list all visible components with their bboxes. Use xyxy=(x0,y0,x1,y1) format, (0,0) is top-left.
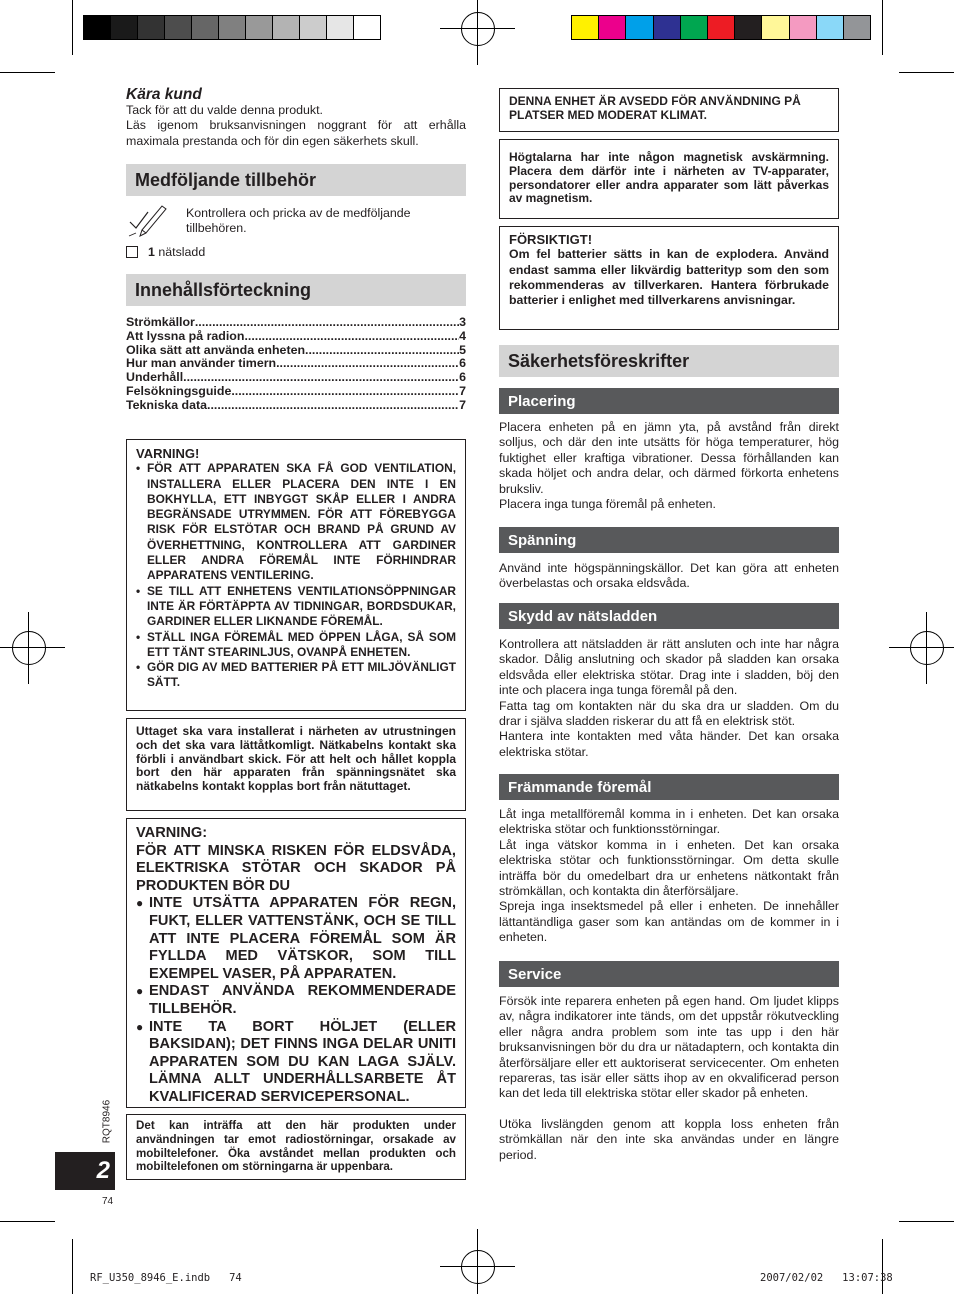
warning1-item: • GÖR DIG AV MED BATTERIER PÅ ETT MILJÖVÄNLIGT SÄTT. xyxy=(136,660,456,691)
color-swatch xyxy=(191,15,219,40)
paragraph: Använd inte högspänningskällor. Det kan göra att enheten överbelastas och orsaka eldsvåda. xyxy=(499,561,839,591)
color-swatch xyxy=(299,15,327,40)
warning-box-fire xyxy=(126,818,466,1108)
color-swatch xyxy=(625,15,653,40)
accessory-qty: 1 xyxy=(148,245,155,259)
paragraph: Försök inte reparera enheten på egen hand. Om ljudet klipps av, några indikatorer inte tänds, om det uppstår rökutveckling eller några andra problem som inte tas upp i den här bruksanvisningen bör du dra ur nätadaptern, och kontakta din återförsäljare eller ett auktoriserat servicecenter. Om enheten repareras, tas isär eller sätts ihop av en okvalificerad person kan det leda till elektriska stötar eller skador på enheten. xyxy=(499,994,839,1101)
outlet-notice: Uttaget ska vara installerat i närheten av utrustningen och det ska vara lättåtkomligt. Nätkabelns kontakt ska förbli i användbart skick. För att helt och hållet koppla bort den här apparaten från spänningsnätet ska nätkabelns kontakt kopplas bort från nätuttaget. xyxy=(136,724,456,794)
warning1-title: VARNING! xyxy=(136,446,200,461)
color-swatch xyxy=(680,15,708,40)
toc-item-label: Strömkällor xyxy=(126,315,195,329)
color-swatch xyxy=(843,15,871,40)
voltage-text xyxy=(499,561,839,592)
cord-protection-text xyxy=(499,637,839,760)
footer-file: RF_U350_8946_E.indb 74 xyxy=(90,1272,242,1284)
paragraph: Kontrollera att nätsladden är rätt ansluten och inte har några skador. Dålig anslutning och skador på sladden kan orsaka eldsvåda eller elektriska stötar. Drag inte i sladden, böj den inte och placera inga tunga föremål på den. xyxy=(499,637,839,698)
page-small-number: 74 xyxy=(102,1196,114,1207)
warning2-item: ● ENDAST ANVÄNDA REKOMMENDERADE TILLBEHÖR. xyxy=(136,983,456,1018)
climate-notice-box xyxy=(499,88,839,132)
toc-item-page: 7 xyxy=(459,383,466,398)
color-swatch xyxy=(164,15,192,40)
radio-notice: Det kan inträffa att den här produkten under användningen tar emot radiostörningar, orsakade av mobiltelefoner. Öka avståndet mellan produkten och mobiltelefonen om störningarna är uppenbara. xyxy=(136,1119,456,1174)
paragraph: Placera enheten på en jämn yta, på avstånd från direkt solljus, och där den inte utsätts för höga temperaturer, hög fuktighet eller kraftiga vibrationer. Dessa förhållanden kan skada höljet och andra delar, och därmed förkorta enhetens bruksliv. xyxy=(499,420,839,496)
caution-title: FÖRSIKTIGT! xyxy=(509,232,593,247)
color-swatch xyxy=(245,15,273,40)
color-swatch xyxy=(789,15,817,40)
toc-item-page: 4 xyxy=(459,328,466,343)
service-text xyxy=(499,994,839,1163)
toc-heading: Innehållsförteckning xyxy=(126,274,466,306)
document-code-text: RQT8946 xyxy=(101,1099,113,1144)
page-number-tab: 2 xyxy=(55,1152,115,1190)
paragraph: Fatta tag om kontakten när du ska dra ur sladden. Om du drar i själva sladden riskerar du att få en elektrisk stöt. xyxy=(499,698,839,729)
toc-item[interactable] xyxy=(126,385,466,399)
toc-item-page: 6 xyxy=(459,370,466,385)
warning1-item: • FÖR ATT APPARATEN SKA FÅ GOD VENTILATION, INSTALLERA ELLER PLACERA DEN INTE I EN BOKHYLLA, ETT INBYGGT SKÅP ELLER I ANDRA BEGRÄNSADE UTRYMMEN. FÖR ATT FÖREBYGGA RISK FÖR ELSTÖTAR OCH BRAND PÅ GRUND AV ÖVERHETTNING, KONTROLLERA ATT GARDINER ELLER ANDRA FÖREMÅL INTE FÖRHINDRAR APPARATENS VENTILERING. xyxy=(136,461,456,583)
color-swatch xyxy=(218,15,246,40)
color-swatch xyxy=(653,15,681,40)
toc-item[interactable] xyxy=(126,357,466,371)
accessory-label: nätsladd xyxy=(158,245,206,259)
cord-protection-subheading: Skydd av nätsladden xyxy=(499,603,839,629)
magnet-notice: Högtalarna har inte någon magnetisk avskärmning. Placera dem därför inte i närheten av TV-apparater, persondatorer eller andra apparater som lätt påverkas av magnetism. xyxy=(509,150,829,206)
color-swatch xyxy=(598,15,626,40)
warning2-item: ● INTE UTSÄTTA APPARATEN FÖR REGN, FUKT, ELLER VATTENSTÄNK, OCH SE TILL ATT INTE PLACERA FÖREMÅL SOM ÄR FYLLDA MED VÄTSKOR, SOM TILL EXEMPEL VASER, PÅ APPARATEN. xyxy=(136,895,456,983)
color-swatch xyxy=(761,15,789,40)
greeting-title: Kära kund xyxy=(126,86,202,103)
color-swatch xyxy=(353,15,381,40)
voltage-subheading: Spänning xyxy=(499,527,839,553)
accessory-item xyxy=(148,245,205,260)
toc-item[interactable] xyxy=(126,330,466,344)
color-swatch xyxy=(110,15,138,40)
magnet-notice-box xyxy=(499,139,839,219)
color-swatch xyxy=(83,15,111,40)
color-swatch xyxy=(137,15,165,40)
color-swatch xyxy=(734,15,762,40)
accessory-checkbox[interactable] xyxy=(126,246,138,258)
service-subheading: Service xyxy=(499,961,839,987)
accessories-heading: Medföljande tillbehör xyxy=(126,164,466,196)
warning1-item: • SE TILL ATT ENHETENS VENTILATIONSÖPPNINGAR INTE ÄR FÖRTÄPPTA AV TIDNINGAR, BORDSDUKAR, GARDINER ELLER LIKNANDE FÖREMÅL. xyxy=(136,584,456,630)
toc-item-page: 3 xyxy=(459,315,466,329)
warning-box-ventilation xyxy=(126,439,466,711)
toc-item-label: Tekniska data xyxy=(126,397,208,412)
caution-box xyxy=(499,226,839,330)
toc-item-label: Underhåll xyxy=(126,370,184,385)
document-code xyxy=(100,1098,114,1150)
paragraph: Låt inga vätskor komma in i enheten. Det kan orsaka elektriska stötar och funktionsstörningar. Om detta skulle inträffa bör du omedelbart dra ur enhetens nätkontakt från strömkällan, och kontakta din återförsäljare. xyxy=(499,837,839,899)
placement-text xyxy=(499,420,839,512)
foreign-objects-subheading: Främmande föremål xyxy=(499,774,839,800)
color-swatch xyxy=(272,15,300,40)
toc-item-page: 7 xyxy=(459,397,466,412)
paragraph: Placera inga tunga föremål på enheten. xyxy=(499,497,716,512)
toc-item-label: Olika sätt att använda enheten xyxy=(126,342,306,357)
toc-item-label: Felsökningsguide xyxy=(126,383,232,398)
warning1-item: • STÄLL INGA FÖREMÅL MED ÖPPEN LÅGA, SÅ SOM ETT TÄNT STEARINLJUS, OVANPÅ ENHETEN. xyxy=(136,630,456,661)
toc-item-label: Att lyssna på radion xyxy=(126,328,245,343)
toc-item[interactable] xyxy=(126,399,466,413)
paragraph: Utöka livslängden genom att koppla loss enheten från strömkällan när den inte ska användas under en längre period. xyxy=(499,1116,839,1162)
paragraph: Spreja inga insektsmedel på eller i enheten. De innehåller lättantändliga gaser som kan antändas om de kommer in i enheten. xyxy=(499,899,839,945)
climate-notice: DENNA ENHET ÄR AVSEDD FÖR ANVÄNDNING PÅ PLATSER MED MODERAT KLIMAT. xyxy=(509,94,801,122)
placement-subheading: Placering xyxy=(499,388,839,414)
accessories-instruction: Kontrollera och pricka av de medföljande tillbehören. xyxy=(186,206,411,236)
paragraph: Låt inga metallföremål komma in i enheten. Det kan orsaka elektriska stötar och funktionsstörningar. xyxy=(499,807,839,837)
toc-item-page: 5 xyxy=(459,342,466,357)
toc-item[interactable] xyxy=(126,371,466,385)
warning2-title: VARNING: xyxy=(136,825,208,841)
toc-item[interactable] xyxy=(126,344,466,358)
color-swatch xyxy=(326,15,354,40)
color-swatch xyxy=(816,15,844,40)
toc-item-label: Hur man använder timern xyxy=(126,356,277,371)
outlet-notice-box xyxy=(126,718,466,811)
warning2-item: ● INTE TA BORT HÖLJET (ELLER BAKSIDAN); DET FINNS INGA DELAR UNITI APPARATEN SOM DU KAN LAGA SJÄLV. LÄMNA ALLT UNDERHÅLLSARBETE ÅT KVALIFICERAD SERVICEPERSONAL. xyxy=(136,1019,456,1107)
safety-heading: Säkerhetsföreskrifter xyxy=(499,345,839,377)
greeting xyxy=(126,86,466,149)
color-swatch xyxy=(571,15,599,40)
warning2-intro: FÖR ATT MINSKA RISKEN FÖR ELDSVÅDA, ELEKTRISKA STÖTAR OCH SKADOR PÅ PRODUKTEN BÖR DU xyxy=(136,842,456,894)
greeting-line2: Läs igenom bruksanvisningen noggrant för att erhålla maximala prestanda och för din egen säkerhets skull. xyxy=(126,118,466,148)
foreign-objects-text xyxy=(499,807,839,946)
caution-text: Om fel batterier sätts in kan de explodera. Använd endast samma eller likvärdig batterityp som den som rekommenderas av tillverkaren. Hantera förbrukade batterier i enlighet med tillverkarens anvisningar. xyxy=(509,247,829,308)
color-swatch xyxy=(707,15,735,40)
paragraph: Hantera inte kontakten med våta händer. Det kan orsaka elektriska stötar. xyxy=(499,729,839,759)
toc-list xyxy=(126,316,466,413)
pen-checkmark-icon xyxy=(126,200,170,240)
radio-interference-box xyxy=(126,1114,466,1180)
greeting-line1: Tack för att du valde denna produkt. xyxy=(126,103,323,117)
footer-datetime: 2007/02/02 13:07:38 xyxy=(760,1272,893,1284)
toc-item[interactable] xyxy=(126,316,466,330)
toc-item-page: 6 xyxy=(459,356,466,371)
